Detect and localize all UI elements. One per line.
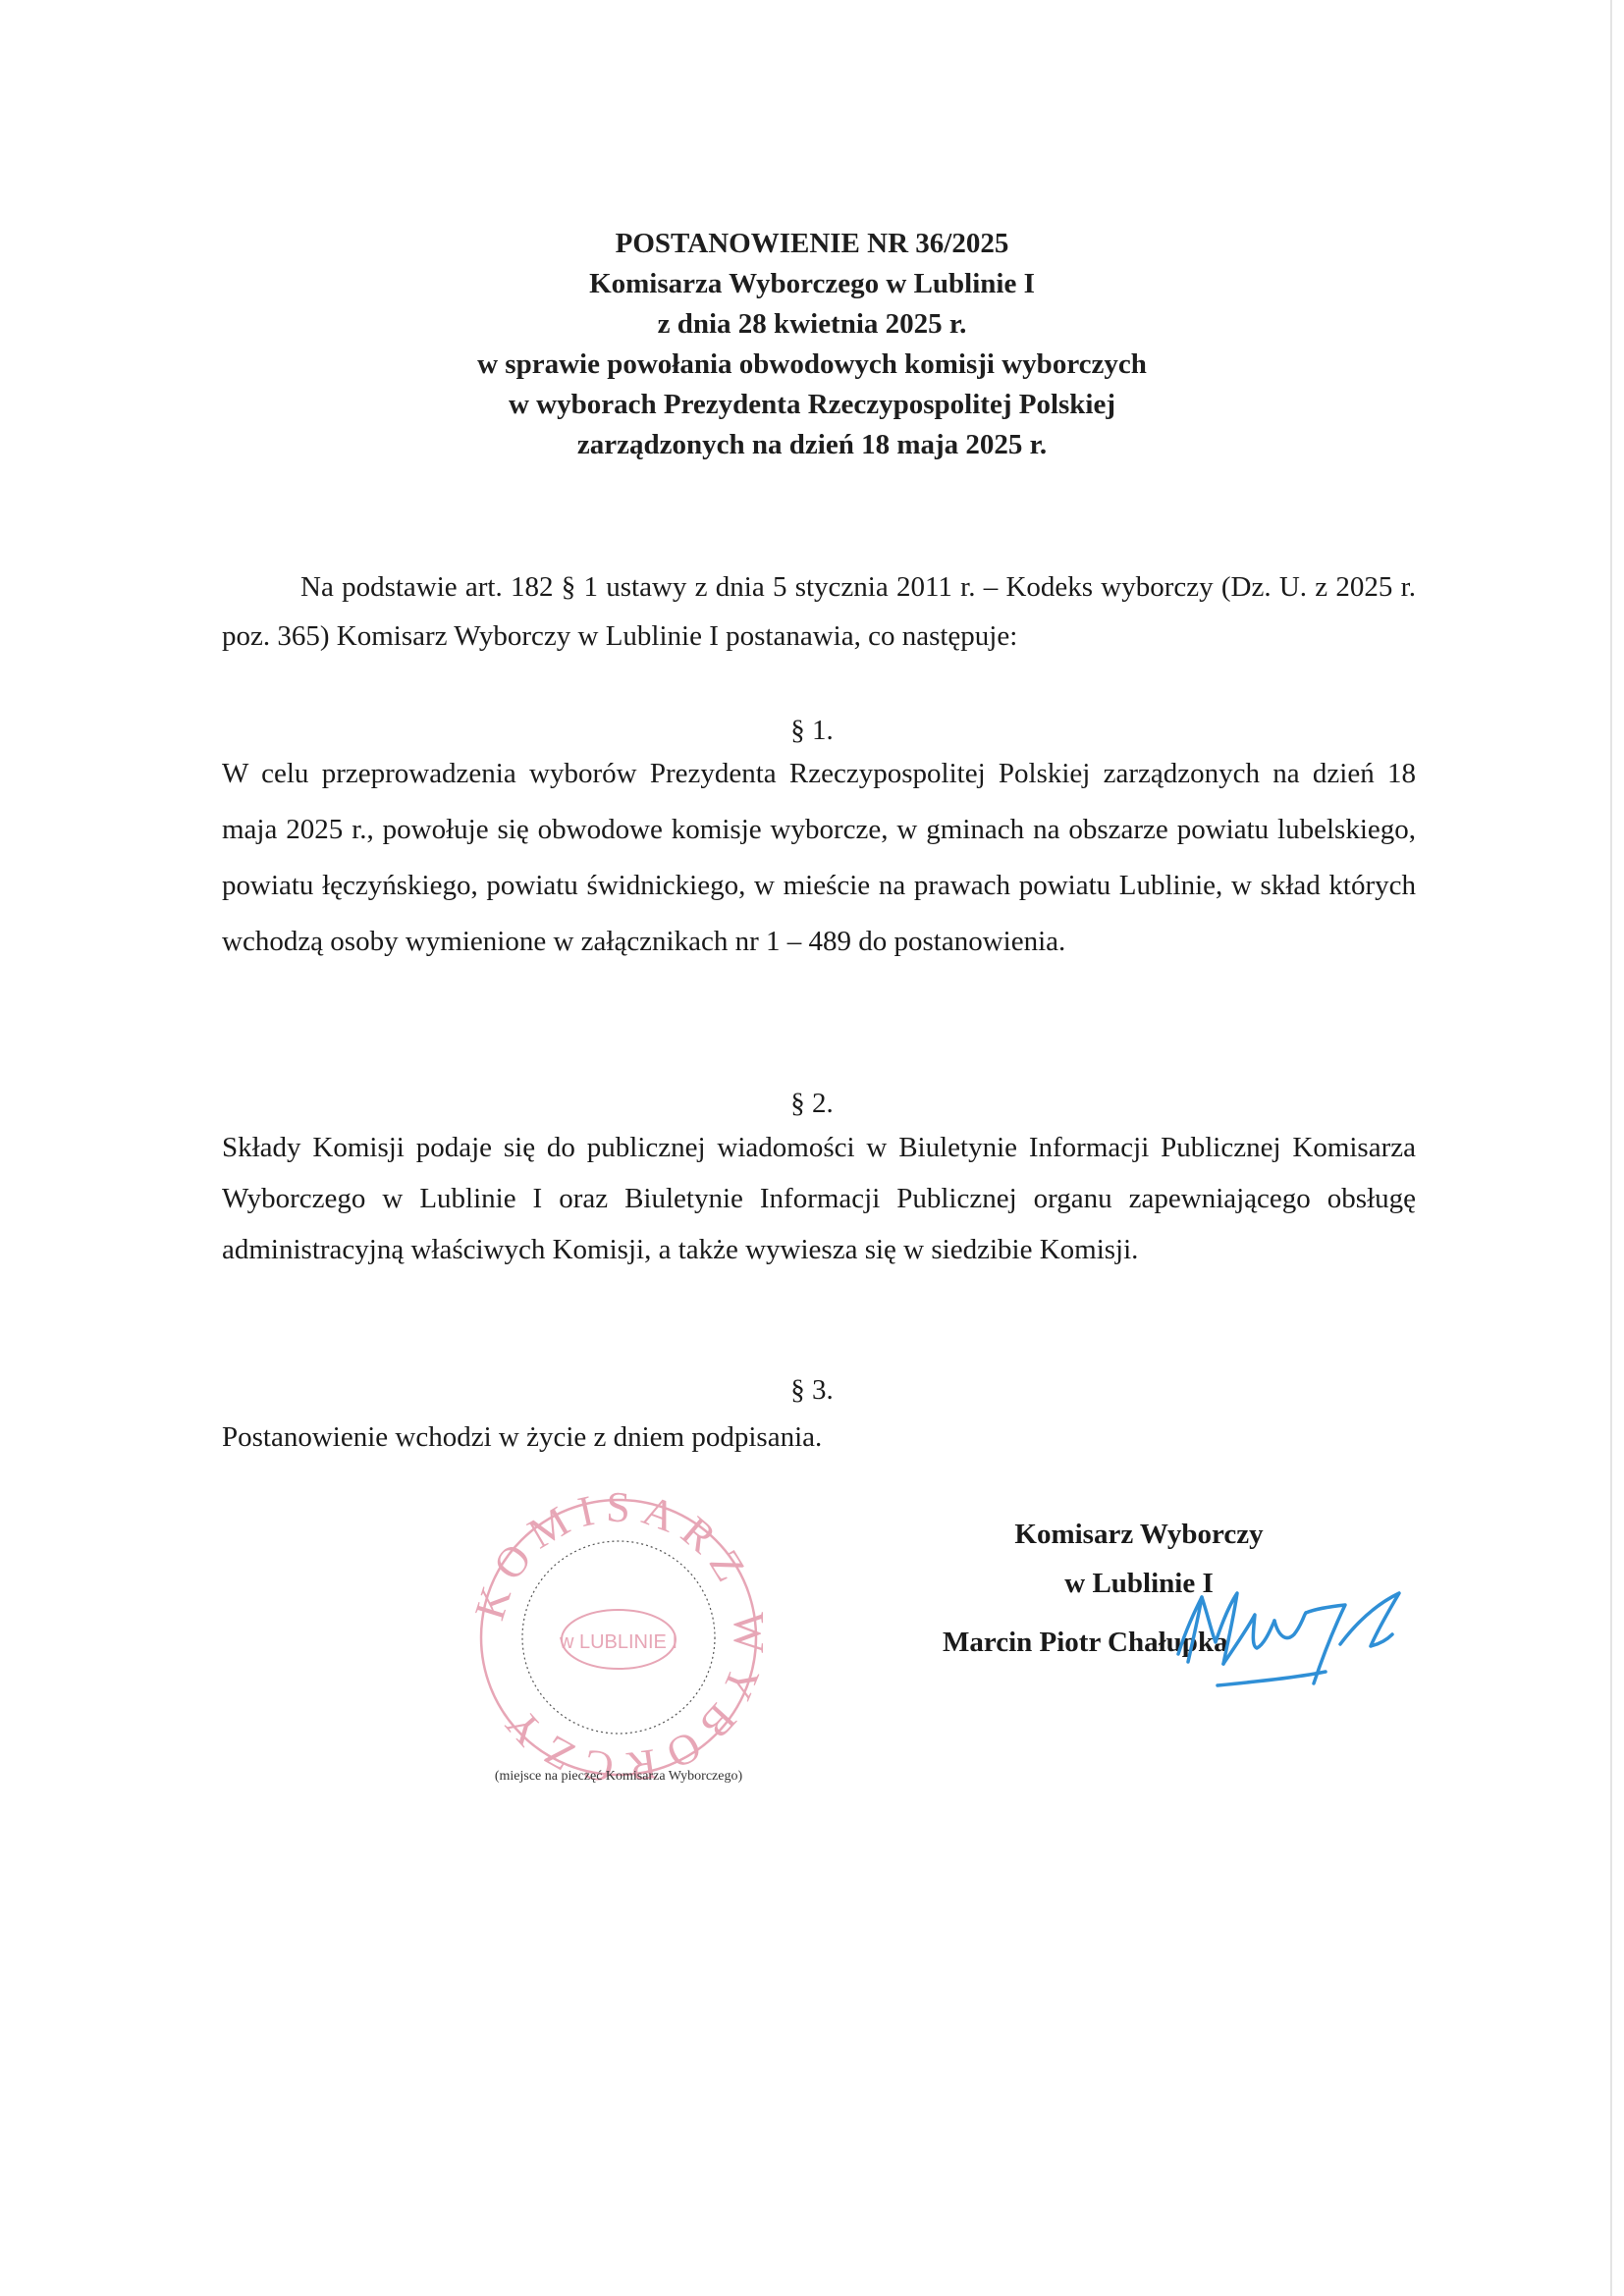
section-2-mark: § 2. [790, 1088, 834, 1119]
document-title: POSTANOWIENIE NR 36/2025 [615, 228, 1009, 259]
section-2-body: Składy Komisji podaje się do publicznej wiadomości w Biuletynie Informacji Publicznej Komisarza Wyborczego w Lublinie I oraz Biuletynie Informacji Publicznej organu zapewniającego obsługę administracyjną właściwych Komisji, a także wywiesza się w siedzibie Komisji. [222, 1132, 1416, 1265]
signatory-office: w Lublinie I [1064, 1568, 1214, 1599]
legal-basis-text: Na podstawie art. 182 § 1 ustawy z dnia 5 stycznia 2011 r. – Kodeks wyborczy (Dz. U. z 2025 r. poz. 365) Komisarz Wyborczy w Lublinie I postanawia, co następuje: [222, 571, 1416, 652]
subject-line-3: zarządzonych na dzień 18 maja 2025 r. [576, 429, 1048, 460]
subject-line-2: w wyborach Prezydenta Rzeczypospolitej Polskiej [508, 389, 1116, 420]
section-1-body: W celu przeprowadzenia wyborów Prezydenta Rzeczypospolitej Polskiej zarządzonych na dzień 18 maja 2025 r., powołuje się obwodowe komisje wyborcze, w gminach na obszarze powiatu lubelskiego, powiatu łęczyńskiego, powiatu świdnickiego, w mieście na prawach powiatu Lublinie, w skład których wchodzą osoby wymienione w załącznikach nr 1 – 489 do postanowienia. [222, 758, 1416, 957]
document-header [0, 224, 1624, 465]
signatory-name: Marcin Piotr Chałupka [943, 1627, 1228, 1658]
stamp-caption: (miejsce na pieczęć Komisarza Wyborczego) [494, 1769, 743, 1784]
issuer-line: Komisarza Wyborczego w Lublinie I [589, 268, 1035, 299]
section-3-mark: § 3. [790, 1374, 834, 1406]
section-1-mark: § 1. [790, 715, 834, 746]
svg-text:KOMISARZ WYBORCZY: OMISARZ YBORCZY [483, 1490, 766, 1785]
official-stamp [471, 1490, 766, 1785]
svg-text:w LUBLINIE I: w LUBLINIE I [559, 1631, 678, 1653]
legal-basis [222, 562, 1416, 661]
section-3-body: Postanowienie wchodzi w życie z dniem podpisania. [222, 1421, 823, 1453]
stamp-seal [471, 1490, 766, 1785]
section-2-text [222, 1122, 1416, 1275]
date-line: z dnia 28 kwietnia 2025 r. [657, 308, 967, 340]
handwritten-signature [1159, 1585, 1414, 1698]
subject-line-1: w sprawie powołania obwodowych komisji wyborczych [477, 348, 1147, 380]
section-3-text [222, 1410, 1416, 1466]
signatory-title: Komisarz Wyborczy [1014, 1519, 1264, 1550]
section-1-text [222, 746, 1416, 970]
